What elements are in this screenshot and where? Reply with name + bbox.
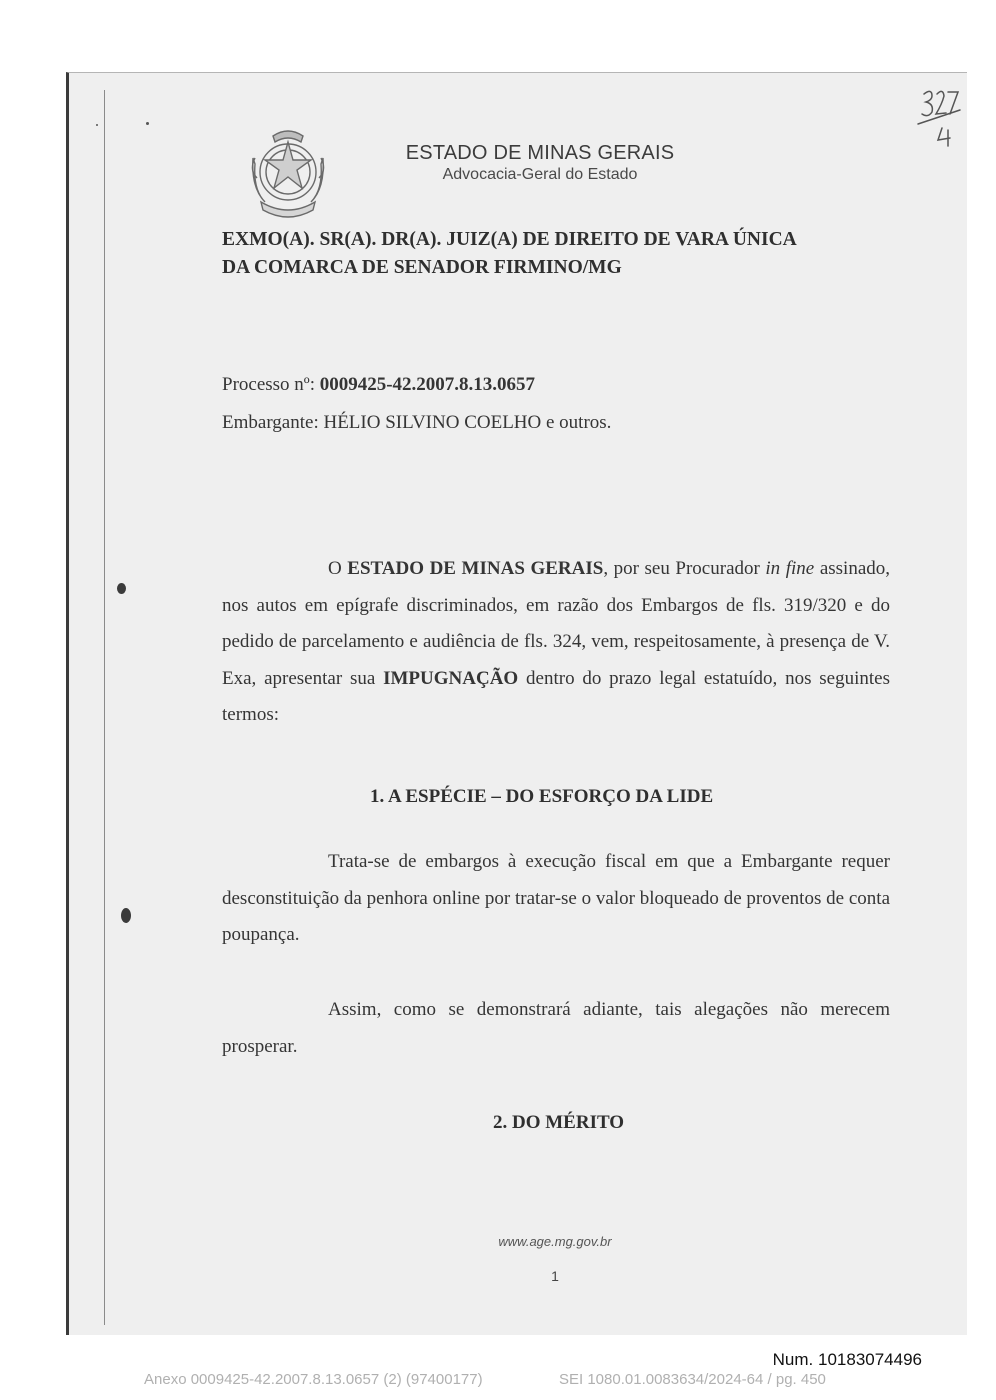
addressee [222,226,894,282]
header-title: ESTADO DE MINAS GERAIS [405,142,675,164]
handwritten-page-mark [910,82,966,152]
scan-speck [146,122,149,125]
process-number: 0009425-42.2007.8.13.0657 [319,374,536,395]
punch-hole [117,583,126,594]
addressee-line: EXMO(A). SR(A). DR(A). JUIZ(A) DE DIREITO DE VARA ÚNICA [222,229,797,250]
section-1-paragraph-2: Assim, como se demonstrará adiante, tais alegações não merecem prosperar. [222,999,890,1057]
footer-page-number: 1 [551,1268,559,1284]
footer-url: www.age.mg.gov.br [498,1234,612,1249]
sei-reference: SEI 1080.01.0083634/2024-64 / pg. 450 [559,1371,826,1388]
header-subtitle: Advocacia-Geral do Estado [442,166,638,183]
section-1-paragraph: Trata-se de embargos à execução fiscal em que a Embargante requer desconstituição da penhora online por tratar-se o valor bloqueado de proventos de conta poupança. [222,851,890,945]
section-1-heading: 1. A ESPÉCIE – DO ESFORÇO DA LIDE [370,786,714,807]
intro-party: ESTADO DE MINAS GERAIS [347,558,604,579]
process-line [222,373,535,397]
intro-italic: in fine [765,558,815,579]
punch-hole [121,908,131,923]
document-num: Num. 10183074496 [772,1350,922,1369]
scan-speck [96,124,98,126]
intro-paragraph: O ESTADO DE MINAS GERAIS, por seu Procurador in fine assinado, nos autos em epígrafe discriminados, em razão dos Embargos de fls. 319/320 e do pedido de parcelamento e audiência de fls. 324, vem, respeitosamente, à presença de V. Exa, apresentar sua IMPUGNAÇÃO dentro do prazo legal estatuído, nos seguintes termos: [222,558,890,725]
coat-of-arms-icon [243,128,333,220]
annex-reference: Anexo 0009425-42.2007.8.13.0657 (2) (97400177) [144,1371,483,1388]
intro-impugnacao: IMPUGNAÇÃO [383,667,519,689]
process-label: Processo nº: [222,374,320,395]
page-fold-line [104,90,105,1325]
addressee-line: DA COMARCA DE SENADOR FIRMINO/MG [222,257,622,278]
embargante-line: Embargante: HÉLIO SILVINO COELHO e outros. [222,412,612,433]
section-2-heading: 2. DO MÉRITO [493,1112,625,1133]
